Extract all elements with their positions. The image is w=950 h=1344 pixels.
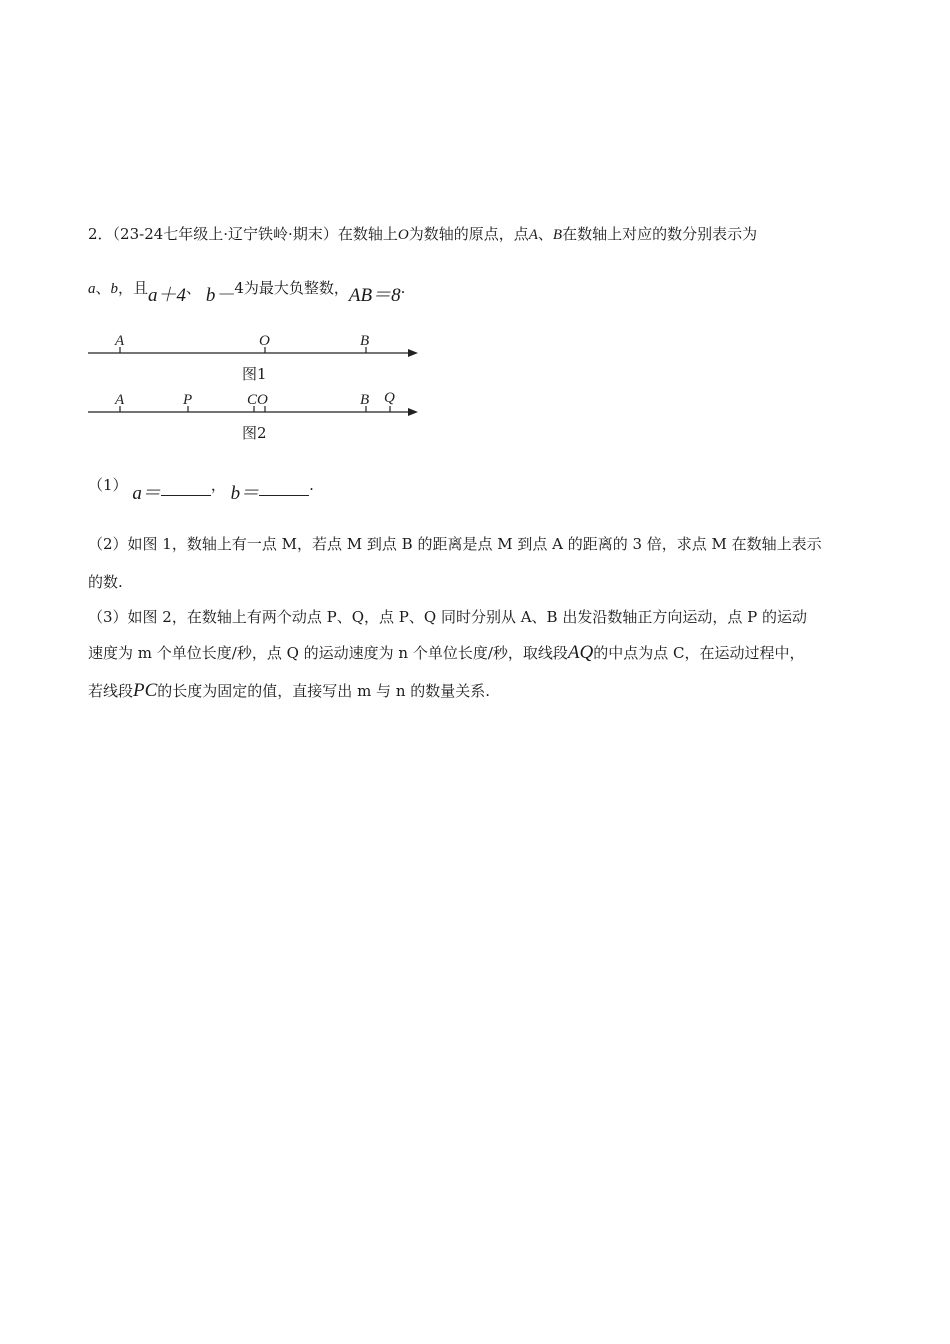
question-1 [88,475,314,504]
q3-text: 若线段 [88,682,134,700]
problem-line-1 [88,224,757,245]
segment-pc: PC [133,680,158,701]
expression-b-minus: b－ [205,285,235,306]
separator: 、 [95,279,111,297]
intro-text: ，且 [118,279,149,297]
point-a: A [528,227,538,243]
comma: ， [210,476,226,494]
intro-text: 在数轴上对应的数分别表示为 [562,225,758,243]
label-b: B [360,392,370,408]
label-a: A [115,333,125,349]
q1-b-label: b＝ [230,483,260,504]
problem-line-2 [88,278,406,306]
q3-text: 速度为 m 个单位长度/秒，点 Q 的运动速度为 n 个单位长度/秒，取线段 [88,644,568,662]
label-a: A [115,392,125,408]
q1-a-label: a＝ [132,483,161,504]
point-b: B [552,227,563,243]
point-o: O [397,227,409,243]
expression-a-plus-4: a＋4 [148,285,187,306]
arrow-head [408,349,418,357]
segment-aq: AQ [567,642,594,663]
separator: 、 [186,279,202,297]
problem-source: （23-24七年级上·辽宁铁岭·期末） [112,225,338,243]
intro-text: 在数轴上 [337,225,398,243]
problem-number: 2． [88,225,113,243]
label-co: CO [247,392,268,408]
question-3-line-1: （3）如图 2，在数轴上有两个动点 P、Q，点 P、Q 同时分别从 A、B 出发沿数轴正方向运动，点 P 的运动 [88,608,807,626]
intro-text: 为数轴的原点，点 [408,225,529,243]
q1-number: （1） [88,476,128,494]
label-b: B [360,333,370,349]
ab-equals-8: AB＝8 [348,285,401,306]
separator: 、 [537,225,553,243]
answer-blank-b[interactable] [259,483,309,496]
figure-1-caption: 图1 [242,365,267,383]
answer-blank-a[interactable] [161,483,211,496]
var-a: a [88,281,96,297]
period: . [400,279,406,297]
intro-text: 为最大负整数， [243,279,349,297]
var-b: b [110,281,119,297]
q3-text: 的长度为固定的值，直接写出 m 与 n 的数量关系. [157,682,491,700]
question-2-line-2: 的数. [88,573,123,591]
question-3-line-3 [88,681,490,701]
label-p: P [183,392,193,408]
question-3-line-2 [88,643,804,663]
label-q: Q [384,390,395,406]
figure-2-caption: 图2 [242,424,267,442]
label-o: O [259,333,270,349]
q3-text: 的中点为点 C，在运动过程中， [593,644,805,662]
period: . [309,476,314,494]
question-2-line-1: （2）如图 1，数轴上有一点 M，若点 M 到点 B 的距离是点 M 到点 A 的距离的 3 倍，求点 M 在数轴上表示 [88,535,822,553]
arrow-head [408,408,418,416]
number-four: 4 [234,279,244,297]
